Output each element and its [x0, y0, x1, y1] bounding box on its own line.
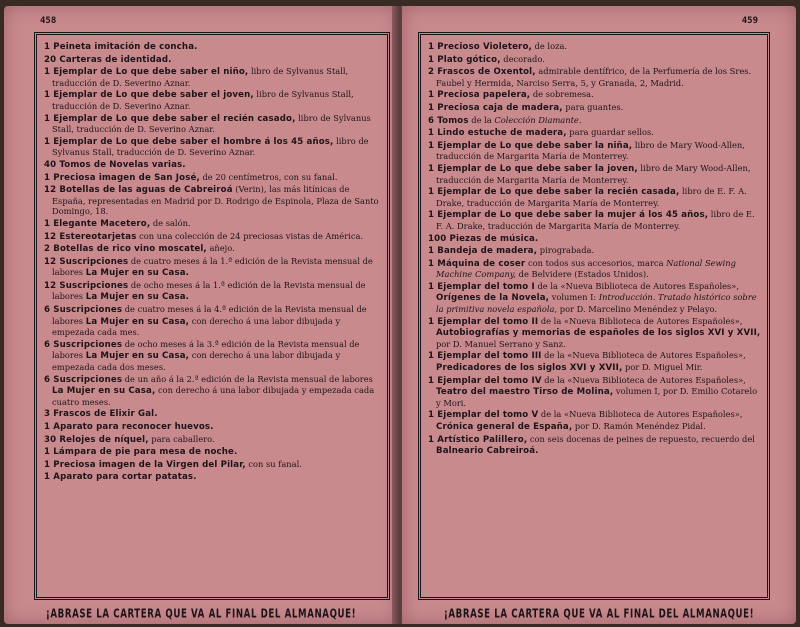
entry-bold-text: 1 Preciosa papelera,: [428, 90, 531, 101]
entry-bold-text: 1 Ejemplar de Lo que debe saber el niño,: [44, 67, 249, 78]
entry-bold-text: 1 Preciosa caja de madera,: [428, 102, 563, 113]
entry-bold-text: 1 Lindo estuche de madera,: [428, 128, 567, 139]
list-item: [44, 89, 382, 112]
entry-ital-text: Colección Diamante.: [494, 114, 582, 125]
entry-rest-text: añejo.: [206, 243, 235, 254]
entry-rest-text: por D. Manuel Serrano y Sanz.: [436, 338, 566, 349]
entry-rest-text: por D. Ramón Menéndez Pidal.: [572, 421, 706, 431]
entry-bold-text: 1 Aparato para cortar patatas.: [44, 472, 197, 483]
entry-bold-text: 1 Ejemplar del tomo IV: [428, 375, 542, 386]
entry-rest-text: libro de Mary Wood-Allen, traducción de Margarita María de Monterrey.: [436, 162, 751, 185]
entry-ital-text: Introducción. Tratado histórico sobre la primitiva novela española,: [436, 292, 757, 315]
list-item: [428, 54, 762, 67]
entry-bold-text: 6 Suscripciones: [44, 374, 123, 385]
list-item: [44, 243, 382, 256]
list-item: [44, 113, 382, 136]
entry-bold-text: 1 Ejemplar de Lo que debe saber el recién casado,: [44, 113, 296, 124]
entry-bold-text: La Mujer en su Casa,: [85, 351, 190, 362]
list-item: [428, 316, 762, 351]
entry-bold-text: La Mujer en su Casa.: [85, 292, 190, 303]
list-item: [44, 339, 382, 374]
entry-bold-text: 2 Botellas de rico vino moscatel,: [44, 244, 207, 255]
list-item: [44, 304, 382, 339]
entry-rest-text: con derecho á una labor dibujada y empezada cada mes.: [52, 315, 341, 338]
entry-rest-text: decorado.: [500, 53, 545, 64]
list-item: [44, 434, 382, 447]
page-number: 459: [741, 16, 758, 26]
entry-bold-text: Crónica general de España,: [436, 422, 573, 432]
entry-rest-text: de la «Nueva Biblioteca de Autores Españoles»,: [541, 350, 746, 361]
entry-rest-text: de Belvidere (Estados Unidos).: [516, 269, 649, 280]
entry-bold-text: 1 Precioso Violetero,: [428, 42, 532, 52]
list-item: [44, 256, 382, 280]
entry-rest-text: libro de Sylvanus Stall, traducción de D. Severino Aznar.: [52, 66, 349, 88]
entry-rest-text: volumen I, por D. Emilio Cotarelo y Mori.: [436, 386, 758, 408]
entry-bold-text: 3 Frascos de Elixir Gal.: [44, 409, 158, 420]
list-item: [428, 434, 762, 458]
list-item: [428, 41, 762, 54]
entry-bold-text: 2 Frascos de Oxentol,: [428, 67, 536, 78]
list-item: [44, 54, 382, 67]
list-item: [44, 231, 382, 244]
list-item: [428, 66, 762, 89]
right-page: [402, 6, 796, 624]
entry-rest-text: de 20 centímetros, con su fanal.: [199, 171, 338, 182]
entry-rest-text: con derecho á una labor dibujada y empezada cada cuatro meses.: [52, 385, 375, 407]
page-footer: ¡ABRASE LA CARTERA QUE VA AL FINAL DEL ALMANAQUE!: [45, 607, 357, 622]
entry-bold-text: 1 Ejemplar de Lo que debe saber la niña,: [428, 140, 633, 151]
entry-rest-text: por D. Miguel Mir.: [622, 362, 703, 373]
entry-rest-text: de la «Nueva Biblioteca de Autores Españoles»,: [534, 280, 740, 291]
entry-bold-text: 100 Piezas de música.: [428, 233, 539, 244]
entry-rest-text: con una colección de 24 preciosas vistas de América.: [136, 230, 364, 241]
list-item: [428, 233, 762, 246]
list-item: [44, 184, 382, 218]
entry-rest-text: con derecho á una labor dibujada y empezada cada dos meses.: [52, 350, 341, 373]
entry-rest-text: pirograbada.: [537, 245, 595, 256]
entry-rest-text: de la: [468, 114, 495, 125]
list-item: [428, 258, 762, 281]
entry-rest-text: para guantes.: [562, 101, 624, 112]
entry-rest-text: de cuatro meses á la 1.ª edición de la Revista mensual de labores: [52, 255, 373, 278]
page-number: 458: [40, 16, 57, 26]
list-item: [428, 140, 762, 163]
entry-bold-text: La Mujer en su Casa,: [85, 316, 190, 327]
list-item: [44, 374, 382, 409]
entry-rest-text: libro de E. F. A. Drake, traducción de Margarita María de Monterrey.: [436, 209, 755, 231]
entry-rest-text: de un año á la 2.ª edición de la Revista mensual de labores: [122, 373, 373, 384]
entry-bold-text: 12 Suscripciones: [44, 256, 129, 267]
entry-rest-text: libro de E. F. A. Drake, traducción de Margarita María de Monterrey.: [436, 186, 747, 208]
list-item: [428, 102, 762, 115]
entry-bold-text: 1 Plato gótico,: [428, 54, 501, 65]
entry-bold-text: Orígenes de la Novela,: [436, 293, 550, 304]
entry-bold-text: 40 Tomos de Novelas varias.: [44, 159, 186, 170]
list-item: [44, 66, 382, 89]
entry-bold-text: 12 Estereotarjetas: [44, 231, 137, 242]
entry-rest-text: de la «Nueva Biblioteca de Autores Españoles»,: [538, 315, 743, 326]
entry-rest-text: libro de Sylvanus Stall, traducción de D. Severino Aznar.: [52, 89, 354, 111]
entry-rest-text: (Verin), las más litínicas de España, representadas en Madrid por D. Rodrigo de Espinola, Plaza de Santo Domingo, 18.: [52, 184, 379, 217]
entry-bold-text: 1 Ejemplar del tomo V: [428, 410, 539, 421]
prize-list-frame: [418, 32, 770, 600]
entry-bold-text: 6 Suscripciones: [44, 339, 123, 350]
entry-bold-text: La Mujer en su Casa.: [85, 268, 190, 279]
entry-bold-text: 1 Ejemplar de Lo que debe saber la recién casada,: [428, 187, 680, 198]
entry-bold-text: Teatro del maestro Tirso de Molina,: [436, 387, 614, 398]
entry-bold-text: 1 Ejemplar del tomo I: [428, 281, 535, 292]
list-item: [44, 159, 382, 172]
list-item: [428, 186, 762, 209]
entry-bold-text: 1 Bandeja de madera,: [428, 246, 538, 257]
entry-rest-text: para caballero.: [148, 433, 215, 444]
entry-bold-text: Balneario Cabreiroá.: [436, 446, 539, 457]
entry-bold-text: 1 Preciosa imagen de San José,: [44, 172, 200, 183]
entry-bold-text: 1 Ejemplar de Lo que debe saber el hombre á los 45 años,: [44, 136, 334, 147]
list-item: [428, 281, 762, 316]
list-item: [428, 209, 762, 232]
entry-rest-text: para guardar sellos.: [566, 127, 654, 138]
left-page: [4, 6, 398, 624]
entry-bold-text: 30 Relojes de níquel,: [44, 434, 149, 445]
entry-rest-text: de cuatro meses á la 4.ª edición de la Revista mensual de labores: [52, 304, 367, 326]
entry-bold-text: 6 Suscripciones: [44, 305, 123, 316]
entry-rest-text: volumen I:: [549, 292, 599, 303]
prize-list-frame: [34, 32, 390, 600]
page-footer: ¡ABRASE LA CARTERA QUE VA AL FINAL DEL ALMANAQUE!: [443, 607, 755, 622]
list-item: [428, 115, 762, 128]
entry-rest-text: libro de Sylvanus Stall, traducción de D. Severino Aznar.: [52, 112, 371, 135]
entry-bold-text: 12 Suscripciones: [44, 280, 129, 291]
entry-bold-text: 1 Ejemplar de Lo que debe saber la mujer á los 45 años,: [428, 210, 709, 221]
entry-bold-text: 1 Elegante Macetero,: [44, 218, 151, 229]
entry-bold-text: Predicadores de los siglos XVI y XVII,: [436, 363, 623, 374]
list-item: [428, 245, 762, 258]
list-item: [428, 163, 762, 186]
list-item: [44, 41, 382, 54]
list-item: [428, 409, 762, 433]
list-item: [428, 350, 762, 374]
list-item: [428, 127, 762, 140]
entry-bold-text: 12 Botellas de las aguas de Cabreiroá: [44, 185, 233, 196]
entry-bold-text: 1 Ejemplar de Lo que debe saber la joven,: [428, 163, 638, 174]
entry-rest-text: de salón.: [150, 217, 191, 228]
list-item: [44, 408, 382, 421]
entry-bold-text: 1 Máquina de coser: [428, 258, 526, 269]
entry-bold-text: 1 Preciosa imagen de la Virgen del Pilar,: [44, 459, 246, 470]
entry-bold-text: La Mujer en su Casa,: [52, 386, 156, 397]
list-item: [44, 446, 382, 459]
entry-bold-text: 1 Ejemplar del tomo III: [428, 351, 542, 362]
entry-rest-text: libro de Sylvanus Stall, traducción de D. Severino Aznar.: [52, 135, 369, 158]
entry-rest-text: con seis docenas de peines de repuesto, recuerdo del: [527, 433, 755, 444]
list-item: [44, 421, 382, 434]
entry-rest-text: con todos sus accesorios, marca: [525, 257, 667, 268]
list-item: [44, 280, 382, 304]
entry-rest-text: de la «Nueva Biblioteca de Autores Españoles»,: [538, 409, 743, 420]
entry-rest-text: de loza.: [531, 41, 568, 51]
entry-bold-text: 1 Lámpara de pie para mesa de noche.: [44, 447, 238, 458]
entry-bold-text: 1 Aparato para reconocer huevos.: [44, 422, 214, 432]
list-item: [428, 375, 762, 410]
entry-rest-text: por D. Marcelino Menéndez y Pelayo.: [557, 304, 718, 315]
list-item: [44, 136, 382, 159]
entry-bold-text: 1 Artístico Palillero,: [428, 434, 528, 445]
list-item: [44, 471, 382, 484]
list-item: [44, 172, 382, 185]
entry-rest-text: libro de Mary Wood-Allen, traducción de Margarita María de Monterrey.: [436, 139, 745, 162]
entry-rest-text: de ocho meses á la 3.ª edición de la Revista mensual de labores: [52, 338, 360, 361]
entry-bold-text: 6 Tomos: [428, 115, 469, 126]
entry-rest-text: de ocho meses á la 1.ª edición de la Revista mensual de labores: [52, 279, 366, 302]
list-item: [44, 459, 382, 472]
entry-rest-text: con su fanal.: [245, 458, 302, 469]
entry-rest-text: admirable dentífrico, de la Perfumería de los Sres. Faubel y Hermida, Narciso Serra, 5, y Granada, 2, Madrid.: [436, 66, 752, 88]
entry-ital-text: National Sewing Machine Company,: [436, 257, 736, 280]
entry-bold-text: 20 Carteras de identidad.: [44, 54, 172, 65]
entry-rest-text: de sobremesa.: [530, 89, 594, 100]
entry-bold-text: 1 Peineta imitación de concha.: [44, 42, 198, 52]
entry-rest-text: de la «Nueva Biblioteca de Autores Españoles»,: [541, 374, 746, 385]
list-item: [44, 218, 382, 231]
list-item: [428, 89, 762, 102]
entry-bold-text: Autobiografías y memorias de españoles de los siglos XVI y XVII,: [436, 328, 761, 339]
entry-bold-text: 1 Ejemplar del tomo II: [428, 316, 539, 327]
entry-bold-text: 1 Ejemplar de Lo que debe saber el joven,: [44, 90, 254, 101]
